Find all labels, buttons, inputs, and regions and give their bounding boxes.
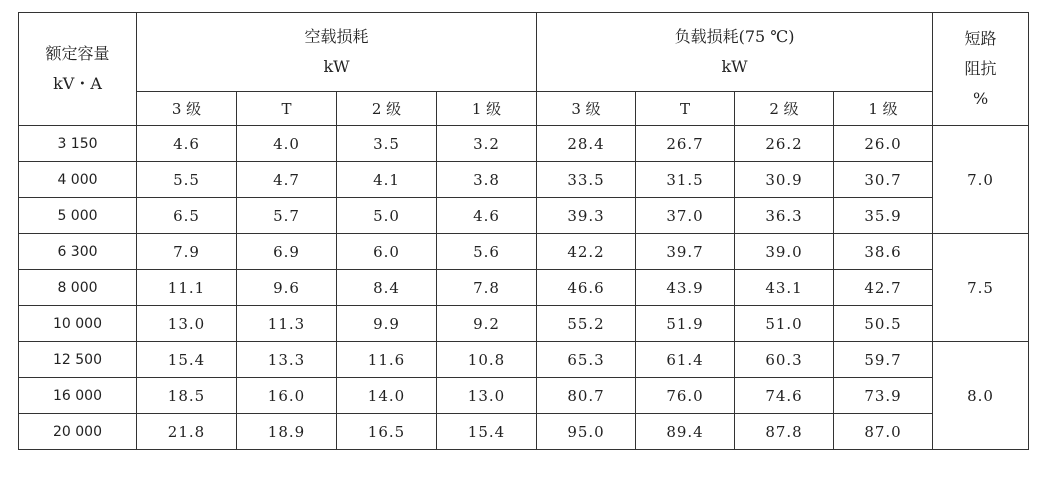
capacity-cell: 5 000 (19, 198, 137, 234)
header-short-label-2: 阻抗 (964, 59, 997, 78)
header-no-load-label: 空载损耗 (304, 27, 369, 46)
no-load-cell: 4.7 (237, 162, 337, 198)
short-circuit-cell: 8.0 (933, 342, 1029, 450)
header-no-load-grade-t: T (237, 92, 337, 126)
header-load-grade-1: 1 级 (834, 92, 933, 126)
no-load-cell: 14.0 (337, 378, 437, 414)
table-row (19, 270, 1029, 306)
load-cell: 59.7 (834, 342, 933, 378)
no-load-cell: 9.2 (437, 306, 537, 342)
load-cell: 38.6 (834, 234, 933, 270)
load-cell: 30.9 (735, 162, 834, 198)
load-cell: 28.4 (537, 126, 636, 162)
table-row (19, 126, 1029, 162)
no-load-cell: 6.0 (337, 234, 437, 270)
load-cell: 74.6 (735, 378, 834, 414)
capacity-cell: 12 500 (19, 342, 137, 378)
no-load-cell: 6.5 (137, 198, 237, 234)
no-load-cell: 11.1 (137, 270, 237, 306)
header-load-grade-2: 2 级 (735, 92, 834, 126)
no-load-cell: 7.9 (137, 234, 237, 270)
table-row (19, 342, 1029, 378)
load-cell: 26.7 (636, 126, 735, 162)
table-row (19, 198, 1029, 234)
load-cell: 39.7 (636, 234, 735, 270)
header-capacity-label: 额定容量 (45, 44, 110, 63)
table-row (19, 234, 1029, 270)
transformer-loss-table (18, 12, 1029, 450)
load-cell: 50.5 (834, 306, 933, 342)
load-cell: 39.0 (735, 234, 834, 270)
no-load-cell: 9.6 (237, 270, 337, 306)
no-load-cell: 4.1 (337, 162, 437, 198)
no-load-cell: 11.6 (337, 342, 437, 378)
load-cell: 46.6 (537, 270, 636, 306)
no-load-cell: 13.0 (137, 306, 237, 342)
capacity-cell: 10 000 (19, 306, 137, 342)
table-row (19, 378, 1029, 414)
no-load-cell: 8.4 (337, 270, 437, 306)
no-load-cell: 13.0 (437, 378, 537, 414)
load-cell: 95.0 (537, 414, 636, 450)
no-load-cell: 4.6 (137, 126, 237, 162)
no-load-cell: 18.9 (237, 414, 337, 450)
load-cell: 43.9 (636, 270, 735, 306)
no-load-cell: 3.5 (337, 126, 437, 162)
no-load-cell: 16.5 (337, 414, 437, 450)
capacity-cell: 3 150 (19, 126, 137, 162)
load-cell: 51.9 (636, 306, 735, 342)
header-load-grade-t: T (636, 92, 735, 126)
table-row (19, 162, 1029, 198)
no-load-cell: 9.9 (337, 306, 437, 342)
header-load-unit: kW (721, 57, 748, 76)
no-load-cell: 3.8 (437, 162, 537, 198)
short-circuit-cell: 7.5 (933, 234, 1029, 342)
load-cell: 42.2 (537, 234, 636, 270)
no-load-cell: 18.5 (137, 378, 237, 414)
load-cell: 39.3 (537, 198, 636, 234)
no-load-cell: 10.8 (437, 342, 537, 378)
load-cell: 36.3 (735, 198, 834, 234)
header-no-load-grade-1: 1 级 (437, 92, 537, 126)
no-load-cell: 5.6 (437, 234, 537, 270)
no-load-cell: 3.2 (437, 126, 537, 162)
header-load-loss (537, 13, 933, 92)
no-load-cell: 7.8 (437, 270, 537, 306)
load-cell: 30.7 (834, 162, 933, 198)
header-load-grade-3: 3 级 (537, 92, 636, 126)
no-load-cell: 5.7 (237, 198, 337, 234)
header-no-load-grade-3: 3 级 (137, 92, 237, 126)
load-cell: 89.4 (636, 414, 735, 450)
load-cell: 26.0 (834, 126, 933, 162)
capacity-cell: 20 000 (19, 414, 137, 450)
load-cell: 87.8 (735, 414, 834, 450)
no-load-cell: 15.4 (437, 414, 537, 450)
table-container (18, 12, 1028, 450)
load-cell: 33.5 (537, 162, 636, 198)
load-cell: 55.2 (537, 306, 636, 342)
no-load-cell: 13.3 (237, 342, 337, 378)
header-no-load-grade-2: 2 级 (337, 92, 437, 126)
load-cell: 43.1 (735, 270, 834, 306)
header-load-label: 负载损耗(75 ℃) (674, 27, 795, 46)
no-load-cell: 4.0 (237, 126, 337, 162)
load-cell: 60.3 (735, 342, 834, 378)
no-load-cell: 21.8 (137, 414, 237, 450)
header-rated-capacity (19, 13, 137, 126)
load-cell: 37.0 (636, 198, 735, 234)
load-cell: 87.0 (834, 414, 933, 450)
load-cell: 65.3 (537, 342, 636, 378)
load-cell: 26.2 (735, 126, 834, 162)
no-load-cell: 5.5 (137, 162, 237, 198)
header-short-label-1: 短路 (964, 29, 997, 48)
capacity-cell: 4 000 (19, 162, 137, 198)
load-cell: 61.4 (636, 342, 735, 378)
no-load-cell: 16.0 (237, 378, 337, 414)
load-cell: 42.7 (834, 270, 933, 306)
load-cell: 31.5 (636, 162, 735, 198)
no-load-cell: 15.4 (137, 342, 237, 378)
header-short-unit: % (972, 89, 989, 108)
load-cell: 73.9 (834, 378, 933, 414)
no-load-cell: 4.6 (437, 198, 537, 234)
short-circuit-cell: 7.0 (933, 126, 1029, 234)
capacity-cell: 8 000 (19, 270, 137, 306)
load-cell: 80.7 (537, 378, 636, 414)
table-row (19, 414, 1029, 450)
load-cell: 35.9 (834, 198, 933, 234)
capacity-cell: 16 000 (19, 378, 137, 414)
header-no-load-loss (137, 13, 537, 92)
no-load-cell: 11.3 (237, 306, 337, 342)
capacity-cell: 6 300 (19, 234, 137, 270)
no-load-cell: 6.9 (237, 234, 337, 270)
load-cell: 51.0 (735, 306, 834, 342)
table-row (19, 306, 1029, 342)
header-no-load-unit: kW (323, 57, 350, 76)
header-short-circuit-impedance (933, 13, 1029, 126)
header-capacity-unit: kV・A (53, 74, 102, 93)
no-load-cell: 5.0 (337, 198, 437, 234)
load-cell: 76.0 (636, 378, 735, 414)
